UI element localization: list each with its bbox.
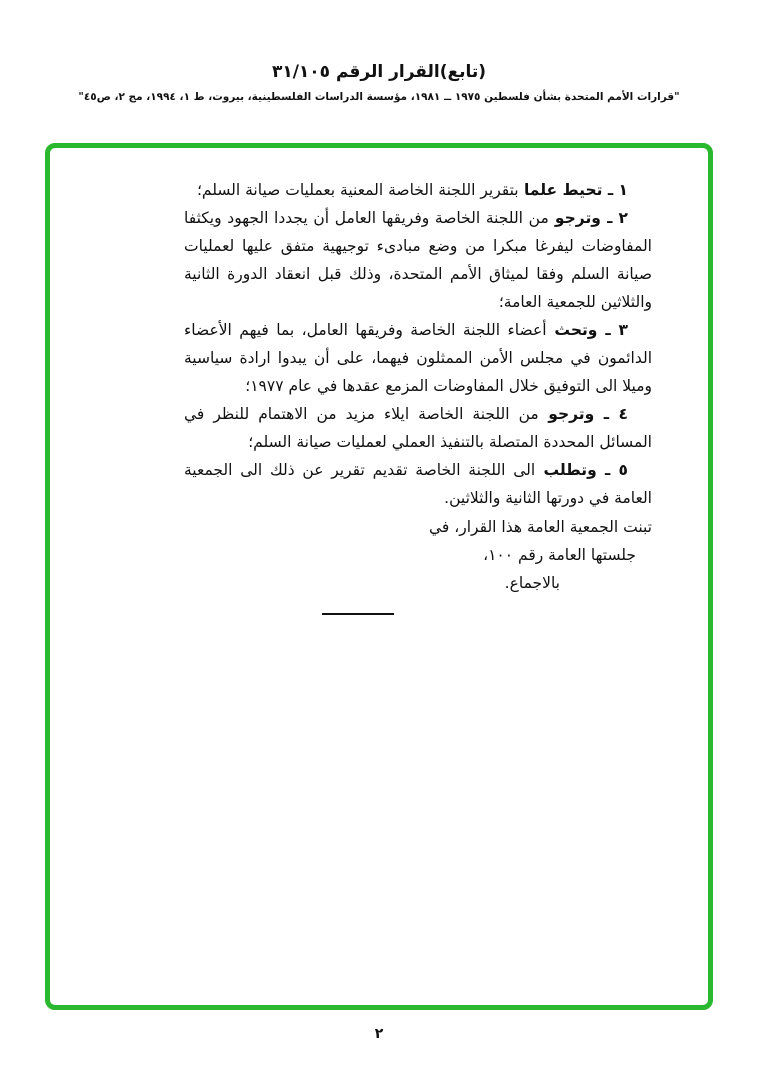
paragraph-lead: ٤ ـ وترجو — [538, 405, 628, 423]
resolution-paragraph — [184, 400, 652, 456]
resolution-paragraph — [184, 204, 652, 316]
adoption-line: تبنت الجمعية العامة هذا القرار، في — [429, 518, 652, 536]
paragraph-text: بتقرير اللجنة الخاصة المعنية بعمليات صيانة السلم؛ — [196, 181, 519, 199]
paragraph-text: أعضاء اللجنة الخاصة وفريقها العامل، بما فيهم الأعضاء الدائمون في مجلس الأمن الممثلون فيهما، على أن يبدوا ارادة سياسية وميلا الى التوفيق خلال المفاوضات المزمع عقدها في عام ١٩٧٧؛ — [184, 321, 652, 395]
resolution-paragraphs — [184, 176, 652, 512]
resolution-paragraph — [184, 316, 652, 400]
paragraph-text: من اللجنة الخاصة وفريقها العامل أن يجددا الجهود ويكثفا المفاوضات ليفرغا مبكرا من وضع مبادىء توجيهية متفق عليها لعمليات صيانة السلم وفقا لميثاق الأمم المتحدة، وذلك قبل انعقاد الدورة الثانية والثلاثين للجمعية العامة؛ — [184, 209, 652, 311]
resolution-text — [184, 176, 652, 615]
adoption-line: بالاجماع. — [504, 574, 560, 592]
adoption-note — [184, 513, 652, 597]
paragraph-lead: ٣ ـ وتحث — [546, 321, 628, 339]
source-citation: "قرارات الأمم المتحدة بشأن فلسطين ١٩٧٥ ــ ١٩٨١، مؤسسة الدراسات الفلسطينية، بيروت، ط ١، ١٩٩٤، مج ٢، ص٤٥" — [78, 91, 680, 103]
resolution-paragraph — [184, 176, 652, 204]
adoption-line: جلستها العامة رقم ١٠٠، — [483, 546, 636, 564]
resolution-paragraph — [184, 456, 652, 512]
section-divider — [322, 613, 394, 615]
paragraph-text: الى اللجنة الخاصة تقديم تقرير عن ذلك الى الجمعية العامة في دورتها الثانية والثلاثين. — [184, 461, 652, 507]
paragraph-lead: ١ ـ تحيط علما — [518, 181, 628, 199]
paragraph-lead: ٥ ـ وتطلب — [535, 461, 628, 479]
paragraph-lead: ٢ ـ وترجو — [548, 209, 628, 227]
document-header — [0, 62, 758, 103]
content-frame — [45, 143, 713, 1010]
paragraph-text: من اللجنة الخاصة ايلاء مزيد من الاهتمام للنظر في المسائل المحددة المتصلة بالتنفيذ العملي لعمليات صيانة السلم؛ — [184, 405, 652, 451]
page-number: ٢ — [374, 1026, 384, 1042]
document-title: (تابع)القرار الرقم ٣١/١٠٥ — [271, 62, 487, 82]
